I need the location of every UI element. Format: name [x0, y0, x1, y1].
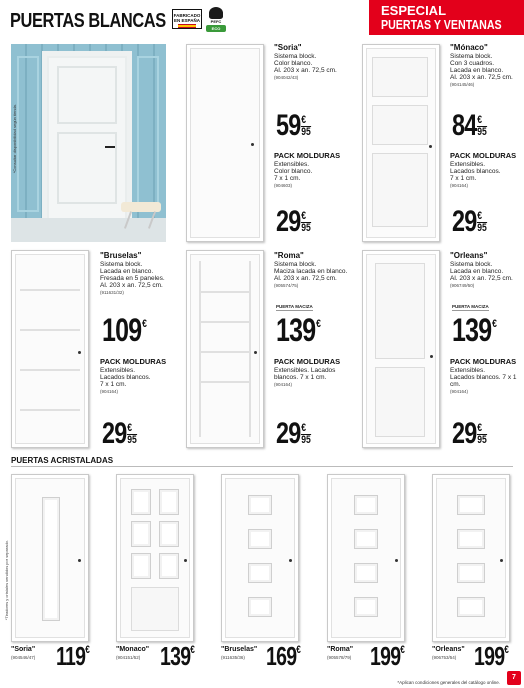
price-cents: 95 — [301, 434, 311, 446]
glazed-price-currency: € — [190, 644, 195, 656]
pack-line: Lacados blancos. — [100, 374, 151, 381]
door-glass — [248, 529, 272, 549]
banner-line-1: ESPECIAL — [381, 3, 447, 18]
pack-line: Color blanco. — [274, 168, 313, 175]
glazed-price-int: 199 — [474, 641, 505, 671]
pack-price — [452, 205, 487, 238]
glazed-door-bruselas-image — [221, 474, 299, 642]
door-groove — [201, 321, 249, 323]
desc-line: Lacada en blanco. — [450, 268, 504, 275]
price-currency: € — [142, 318, 147, 330]
glazed-door-roma-image — [327, 474, 405, 642]
glazed-name: "Roma" — [327, 646, 354, 653]
pack-title: PACK MOLDURAS — [274, 151, 341, 160]
special-banner — [369, 0, 524, 35]
desc-line: Al. 203 x an. 72,5 cm. — [100, 282, 163, 289]
door-knob — [184, 559, 187, 562]
door-orleans-image — [362, 250, 440, 448]
door-glass — [457, 529, 485, 549]
desc-line: Sistema block. — [274, 53, 317, 60]
door-stile — [249, 261, 251, 437]
maciza-label: PUERTA MACIZA — [452, 304, 489, 309]
pack-line: Extensibles. — [450, 367, 486, 374]
pack-line: Lacados blancos. 7 x 1 cm. — [450, 374, 517, 388]
pack-ref: (904164) — [100, 389, 119, 394]
product-name: "Mónaco" — [450, 43, 488, 52]
pack-ref: (904164) — [274, 382, 293, 387]
price-cents: 95 — [477, 126, 487, 138]
pack-price — [276, 417, 311, 450]
door-panel — [372, 153, 428, 227]
made-in-spain-badge — [172, 9, 202, 29]
desc-line: Maciza lacada en blanco. — [274, 268, 348, 275]
pefc-badge — [206, 7, 226, 33]
desc-line: Al. 203 x an. 72,5 cm. — [450, 275, 513, 282]
chair-leg — [124, 211, 132, 229]
door-knob — [395, 559, 398, 562]
glazed-price-int: 169 — [266, 641, 297, 671]
product-description — [450, 261, 513, 289]
glazed-door-monaco-image — [116, 474, 194, 642]
glazed-name: "Soria" — [11, 646, 36, 653]
glazed-price — [160, 643, 194, 669]
door-glass — [131, 489, 151, 515]
door-knob — [78, 351, 81, 354]
price-currency: € — [301, 422, 307, 434]
pack-ref: (904164) — [450, 183, 469, 188]
product-name: "Roma" — [274, 251, 304, 260]
door-groove — [20, 369, 80, 371]
photo-door — [47, 56, 127, 221]
desc-line: Al. 203 x an. 72,5 cm. — [450, 74, 513, 81]
pack-price — [276, 205, 311, 238]
pack-ref: (904164) — [450, 389, 469, 394]
door-glass — [354, 529, 378, 549]
door-knob — [78, 559, 81, 562]
desc-line: Al. 203 x an. 72,5 cm. — [274, 67, 337, 74]
product-name: "Orleans" — [450, 251, 488, 260]
door-monaco-image — [362, 44, 440, 242]
price-int: 29 — [452, 417, 477, 450]
door-panel — [57, 132, 117, 204]
product-ref: (904042/43) — [274, 75, 299, 80]
door-glass — [131, 521, 151, 547]
photo-note: *Consultar disponibilidad según tienda. — [12, 104, 17, 174]
door-panel — [375, 367, 425, 437]
page-title: PUERTAS BLANCAS — [10, 10, 166, 32]
product-ref: (905574/75) — [274, 283, 299, 288]
door-knob — [251, 143, 254, 146]
glazed-price-currency: € — [85, 644, 90, 656]
price-int: 109 — [102, 312, 142, 348]
price-currency: € — [127, 422, 133, 434]
door-glass — [457, 597, 485, 617]
product-description — [100, 261, 165, 296]
glazed-price — [266, 643, 300, 669]
price-currency: € — [301, 210, 307, 222]
glazed-ref: (904546/47) — [11, 655, 36, 660]
door-glass — [159, 489, 179, 515]
door-panel — [372, 57, 428, 97]
price-int: 29 — [276, 205, 301, 238]
price-currency: € — [477, 422, 483, 434]
glazed-price — [56, 643, 89, 669]
maciza-label: PUERTA MACIZA — [276, 304, 313, 309]
wall-moulding — [137, 56, 159, 212]
pack-description — [100, 367, 151, 395]
product-price — [452, 109, 487, 142]
product-name: "Soria" — [274, 43, 302, 52]
price-cents: 95 — [477, 222, 487, 234]
chair — [121, 202, 161, 228]
door-groove — [201, 351, 249, 353]
glazed-price-currency: € — [296, 644, 301, 656]
page-number: 7 — [507, 671, 521, 685]
pack-line: Extensibles. — [100, 367, 136, 374]
door-roma-image — [186, 250, 264, 448]
section-divider — [11, 466, 513, 467]
door-glass — [131, 553, 151, 579]
door-panel — [372, 105, 428, 145]
door-panel — [131, 587, 179, 631]
price-cents: 95 — [127, 434, 137, 446]
desc-line: Lacada en blanco. — [450, 67, 504, 74]
price-cents: 95 — [301, 222, 311, 234]
banner-line-2: PUERTAS Y VENTANAS — [381, 17, 502, 32]
price-int: 139 — [452, 312, 492, 348]
price-currency: € — [477, 210, 483, 222]
door-knob — [430, 355, 433, 358]
price-int: 29 — [102, 417, 127, 450]
door-groove — [201, 381, 249, 383]
desc-line: Color blanco. — [274, 60, 313, 67]
door-knob — [500, 559, 503, 562]
glazed-price — [474, 643, 508, 669]
glazed-price — [370, 643, 404, 669]
wall-moulding — [17, 56, 39, 212]
product-ref: (911631/32) — [100, 290, 124, 295]
desc-line: Lacada en blanco. — [100, 268, 154, 275]
glazed-door-soria-image — [11, 474, 89, 642]
pefc-label: PEFC — [210, 19, 222, 24]
door-panel — [375, 263, 425, 359]
pack-price — [452, 417, 487, 450]
price-int: 29 — [276, 417, 301, 450]
pack-ref: (904603) — [274, 183, 293, 188]
product-ref: (906749/50) — [450, 283, 475, 288]
price-int: 139 — [276, 312, 316, 348]
product-ref: (904145/46) — [450, 82, 475, 87]
pack-line: Extensibles. Lacados — [274, 367, 336, 374]
glazed-ref: (904151/52) — [116, 655, 141, 660]
chair-seat — [121, 202, 161, 212]
pack-line: 7 x 1 cm. — [274, 175, 301, 182]
glazed-price-int: 119 — [56, 641, 86, 671]
door-glass — [457, 563, 485, 583]
glazed-name: "Bruselas" — [221, 646, 258, 653]
pack-line: blancos. 7 x 1 cm. — [274, 374, 327, 381]
door-glass — [248, 495, 272, 515]
door-stile — [199, 261, 201, 437]
pack-line: 7 x 1 cm. — [450, 175, 477, 182]
door-panel — [57, 66, 117, 124]
desc-line: Sistema block. — [100, 261, 143, 268]
badge-spain-label: FABRICADO EN ESPAÑA — [173, 13, 201, 23]
price-currency: € — [301, 114, 307, 126]
door-knob — [289, 559, 292, 562]
door-groove — [20, 409, 80, 411]
door-glass — [354, 495, 378, 515]
glazed-name: "Orleans" — [432, 646, 465, 653]
price-int: 59 — [276, 109, 301, 142]
room-photo — [11, 44, 166, 242]
door-knob — [254, 351, 257, 354]
pack-price — [102, 417, 137, 450]
pack-title: PACK MOLDURAS — [100, 357, 167, 366]
door-bruselas-image — [11, 250, 89, 448]
door-groove — [201, 291, 249, 293]
product-description — [274, 261, 347, 289]
glazed-ref: (905578/79) — [327, 655, 352, 660]
door-handle — [105, 146, 115, 148]
spain-flag-icon — [178, 24, 196, 28]
price-currency: € — [316, 318, 321, 330]
desc-line: Sistema block. — [274, 261, 317, 268]
door-glass — [159, 521, 179, 547]
glazed-door-orleans-image — [432, 474, 510, 642]
price-int: 84 — [452, 109, 477, 142]
door-glass — [42, 497, 60, 621]
door-glass — [248, 597, 272, 617]
price-cents: 95 — [477, 434, 487, 446]
price-int: 29 — [452, 205, 477, 238]
pack-line: Extensibles. — [274, 161, 310, 168]
pefc-tree-icon — [209, 7, 223, 19]
product-price — [102, 312, 147, 348]
door-glass — [354, 563, 378, 583]
chair-leg — [148, 211, 156, 229]
pack-line: 7 x 1 cm. — [100, 381, 127, 388]
glazed-price-currency: € — [504, 644, 509, 656]
desc-line: Con 3 cuadros. — [450, 60, 495, 67]
door-soria-image — [186, 44, 264, 242]
product-price — [276, 312, 321, 348]
door-glass — [457, 495, 485, 515]
product-price — [276, 109, 311, 142]
product-description — [274, 53, 337, 81]
pack-title: PACK MOLDURAS — [450, 151, 517, 160]
desc-line: Sistema block. — [450, 53, 493, 60]
pack-description — [450, 161, 501, 189]
glazed-ref: (911635/36) — [221, 655, 245, 660]
product-description — [450, 53, 513, 88]
desc-line: Al. 203 x an. 72,5 cm. — [274, 275, 337, 282]
glazed-price-currency: € — [400, 644, 405, 656]
pack-description — [274, 367, 335, 388]
price-cents: 95 — [301, 126, 311, 138]
section-label-acristaladas: PUERTAS ACRISTALADAS — [11, 456, 114, 465]
glazed-name: "Monaco" — [116, 646, 150, 653]
door-groove — [20, 329, 80, 331]
price-currency: € — [477, 114, 483, 126]
product-price — [452, 312, 497, 348]
door-glass — [248, 563, 272, 583]
desc-line: Sistema block. — [450, 261, 493, 268]
glazed-price-int: 139 — [160, 641, 191, 671]
door-glass — [354, 597, 378, 617]
pack-description — [274, 161, 312, 189]
pack-line: Lacados blancos. — [450, 168, 501, 175]
pack-line: Extensibles. — [450, 161, 486, 168]
pack-title: PACK MOLDURAS — [450, 357, 517, 366]
pack-description — [450, 367, 524, 395]
door-glass — [159, 553, 179, 579]
product-name: "Bruselas" — [100, 251, 142, 260]
glazed-price-int: 199 — [370, 641, 401, 671]
door-knob — [429, 145, 432, 148]
side-note: *Tiradores y cristales vendidos por separado. — [4, 540, 9, 621]
price-currency: € — [492, 318, 497, 330]
door-groove — [20, 289, 80, 291]
footer-note: *Aplican condiciones generales del catálogo online. — [397, 680, 500, 685]
eco-label: ECO — [206, 25, 226, 32]
pack-title: PACK MOLDURAS — [274, 357, 341, 366]
glazed-ref: (906753/54) — [432, 655, 457, 660]
desc-line: Fresada en 5 paneles. — [100, 275, 165, 282]
